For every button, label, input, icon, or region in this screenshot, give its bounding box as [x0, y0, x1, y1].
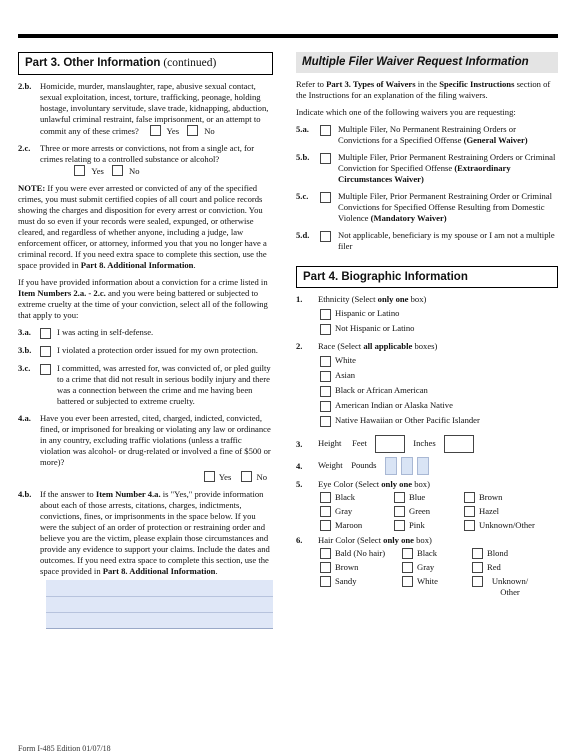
- race-option[interactable]: [320, 385, 558, 397]
- question-4b-ref2: Part 8. Additional Information: [102, 565, 216, 576]
- race-checkbox[interactable]: [320, 356, 331, 367]
- bio-1-b: only one: [377, 294, 409, 305]
- hair-option[interactable]: [472, 576, 564, 598]
- hair-label: Blond: [487, 548, 509, 559]
- question-4b-text-a: If the answer to: [40, 488, 96, 499]
- eye-label: Brown: [479, 492, 503, 503]
- question-4b-textarea[interactable]: [46, 580, 273, 629]
- eye-label: Maroon: [335, 520, 363, 531]
- waiver-5c: [296, 191, 558, 224]
- hair-label: Unknown/ Other: [491, 576, 529, 598]
- eye-color-options: [320, 492, 558, 531]
- question-3c-checkbox[interactable]: [40, 364, 51, 375]
- pounds-label: Pounds: [351, 460, 377, 471]
- no-label: No: [204, 125, 215, 136]
- height-feet-input[interactable]: [375, 435, 405, 453]
- yes-label: Yes: [218, 471, 232, 482]
- eye-label: Unknown/Other: [479, 520, 535, 531]
- hair-checkbox[interactable]: [402, 576, 413, 587]
- question-2c-answers: [40, 165, 146, 177]
- note-period: .: [193, 259, 196, 270]
- question-4a-answers: [40, 471, 273, 483]
- eye-checkbox[interactable]: [320, 520, 331, 531]
- eye-option[interactable]: [320, 506, 394, 517]
- ethnicity-option[interactable]: [320, 308, 558, 320]
- eye-label: Gray: [335, 506, 353, 517]
- ethnicity-checkbox[interactable]: [320, 309, 331, 320]
- question-4b-ref: Item Number 4.a.: [95, 488, 161, 499]
- question-3c: [18, 363, 273, 407]
- waiver-5a: [296, 124, 558, 146]
- waiver-5b-text: Multiple Filer, Prior Permanent Restraining Orders or Criminal Conviction for Specified Offense: [338, 151, 556, 173]
- weight-digit-3-input[interactable]: [417, 457, 429, 475]
- mfw-intro-c: section of the Instructions for an explanation of the filing waivers.: [296, 78, 551, 100]
- waiver-5c-bold: (Mandatory Waiver): [370, 212, 447, 223]
- race-option[interactable]: [320, 400, 558, 412]
- question-4a: [18, 413, 273, 483]
- waiver-5d-text: Not applicable, beneficiary is my spouse or I am not a multiple filer: [338, 229, 555, 251]
- question-3b: [18, 345, 273, 357]
- weight-digit-2-input[interactable]: [401, 457, 413, 475]
- height-inches-input[interactable]: [444, 435, 474, 453]
- eye-option[interactable]: [320, 492, 394, 503]
- bio-3-height: [296, 435, 558, 453]
- note-ref: Part 8. Additional Information: [80, 259, 194, 270]
- waiver-5d-checkbox[interactable]: [320, 231, 331, 242]
- bio-5-b: only one: [381, 479, 413, 490]
- question-4b-period: .: [215, 565, 218, 576]
- hair-checkbox[interactable]: [472, 562, 483, 573]
- weight-label: Weight: [318, 460, 343, 471]
- eye-checkbox[interactable]: [464, 506, 475, 517]
- hair-option[interactable]: [320, 548, 402, 559]
- intro-ref: Item Numbers 2.a. - 2.c.: [18, 287, 106, 298]
- mfw-intro-a: Refer to: [296, 78, 327, 89]
- eye-label: Green: [409, 506, 430, 517]
- waiver-5c-number: 5.c.: [296, 190, 309, 201]
- eye-label: Black: [335, 492, 356, 503]
- bio-5-number: 5.: [296, 479, 303, 490]
- hair-label: White: [417, 576, 438, 587]
- bio-6-hair-color: [296, 535, 558, 546]
- race-checkbox[interactable]: [320, 416, 331, 427]
- waiver-5a-text: Multiple Filer, No Permanent Restraining Orders or Convictions for a Specified Offense: [338, 123, 516, 145]
- right-column: [296, 52, 558, 602]
- hair-label: Black: [417, 548, 438, 559]
- question-4a-number: 4.a.: [18, 412, 31, 423]
- ethnicity-options: [320, 308, 558, 335]
- hair-label: Gray: [417, 562, 435, 573]
- hair-option[interactable]: [402, 548, 472, 559]
- eye-option[interactable]: [394, 506, 464, 517]
- eye-label: Blue: [409, 492, 426, 503]
- waiver-5b: [296, 152, 558, 185]
- question-2b-number: 2.b.: [18, 80, 32, 91]
- question-2c-yes-checkbox[interactable]: [74, 165, 85, 176]
- hair-label: Brown: [335, 562, 359, 573]
- part4-title: Part 4. Biographic Information: [303, 270, 468, 283]
- eye-checkbox[interactable]: [394, 506, 405, 517]
- left-column: [18, 52, 273, 629]
- question-2c-number: 2.c.: [18, 142, 31, 153]
- bio-1-a: Ethnicity (Select: [318, 294, 378, 305]
- part3-continued: (continued): [163, 57, 217, 69]
- eye-option[interactable]: [464, 506, 564, 517]
- hair-option[interactable]: [472, 548, 564, 559]
- ethnicity-option[interactable]: [320, 323, 558, 335]
- hair-color-options: [320, 548, 558, 598]
- waiver-5b-number: 5.b.: [296, 151, 310, 162]
- question-4a-no-checkbox[interactable]: [241, 471, 252, 482]
- eye-checkbox[interactable]: [320, 506, 331, 517]
- question-2c-text: Three or more arrests or convictions, not from a single act, for crimes relating to a controlled substance or alcohol?: [40, 142, 255, 164]
- bio-4-weight: [296, 457, 558, 475]
- bio-6-number: 6.: [296, 535, 303, 546]
- question-2b-yes-checkbox[interactable]: [150, 125, 161, 136]
- race-option[interactable]: [320, 355, 558, 367]
- question-2c-no-checkbox[interactable]: [112, 165, 123, 176]
- eye-option[interactable]: [464, 520, 564, 531]
- bio-2-b: all applicable: [363, 341, 413, 352]
- race-options: [320, 355, 558, 427]
- question-3a: [18, 327, 273, 339]
- eye-option[interactable]: [394, 520, 464, 531]
- waiver-5a-checkbox[interactable]: [320, 125, 331, 136]
- question-4b-number: 4.b.: [18, 488, 32, 499]
- waiver-5d-number: 5.d.: [296, 229, 310, 240]
- question-3a-text: I was acting in self-defense.: [57, 326, 154, 337]
- bio-6-c: box): [413, 535, 432, 546]
- hair-checkbox[interactable]: [472, 548, 483, 559]
- bio-2-number: 2.: [296, 341, 303, 352]
- question-2b-text: Homicide, murder, manslaughter, rape, abusive sexual contact, sexual exploitation, incest, torture, trafficking, peonage, holding hostage, involuntary servitude, slave trade, kidnapping, abduction, unlawful criminal restraint, false imprisonment, or an attempt to commit any of these crimes?: [40, 80, 269, 136]
- mfw-intro-b: in the: [415, 78, 440, 89]
- eye-checkbox[interactable]: [394, 520, 405, 531]
- eye-checkbox[interactable]: [320, 492, 331, 503]
- question-4b-text-b: is "Yes," provide information about each of those arrests, citations, charges, indictments, convictions, fines, or imprisonments in the space below. If you were the subject of an order of protection or restraining order and believe you are the victim, please explain those circumstances and provide any evidence to support your claims. Include the dates and outcomes. If you need extra space to complete this section, use the space provided in: [40, 488, 270, 576]
- bio-5-a: Eye Color (Select: [318, 479, 382, 490]
- race-option[interactable]: [320, 370, 558, 382]
- question-4b: [18, 489, 273, 577]
- eye-option[interactable]: [464, 492, 564, 503]
- form-footer: Form I-485 Edition 01/07/18: [18, 744, 111, 753]
- race-label: Asian: [335, 370, 356, 381]
- mfw-intro: [296, 79, 558, 101]
- ethnicity-label: Hispanic or Latino: [335, 308, 400, 319]
- bio-6-a: Hair Color (Select: [318, 535, 384, 546]
- waiver-5b-bold: (Extraordinary Circumstances Waiver): [338, 162, 511, 184]
- race-label: White: [335, 355, 356, 366]
- no-label: No: [256, 471, 267, 482]
- question-2c: [18, 143, 273, 177]
- eye-option[interactable]: [394, 492, 464, 503]
- question-3a-number: 3.a.: [18, 326, 31, 337]
- hair-label: Red: [487, 562, 501, 573]
- waiver-5a-bold: (General Waiver): [463, 134, 528, 145]
- part3-title: Part 3. Other Information: [25, 57, 161, 69]
- question-4b-text: [40, 489, 273, 577]
- intro-paragraph: [18, 277, 273, 321]
- eye-checkbox[interactable]: [394, 492, 405, 503]
- hair-checkbox[interactable]: [402, 548, 413, 559]
- weight-digit-1-input[interactable]: [385, 457, 397, 475]
- question-2b: [18, 81, 273, 137]
- textarea-line: [46, 596, 273, 597]
- hair-option[interactable]: [402, 562, 472, 573]
- hair-option[interactable]: [472, 562, 564, 573]
- hair-label: Bald (No hair): [335, 548, 386, 559]
- mfw-intro-ref2: Specific Instructions: [439, 78, 515, 89]
- hair-checkbox[interactable]: [472, 576, 483, 587]
- part4-header: [296, 266, 558, 289]
- race-label: Native Hawaiian or Other Pacific Islander: [335, 415, 480, 426]
- intro-text-b: and you were being battered or subjected to extreme cruelty at the time of your conviction, select all of the following that apply to you:: [18, 287, 268, 320]
- mfw-indicate: Indicate which one of the following waivers you are requesting:: [296, 106, 516, 117]
- bio-2-a: Race (Select: [318, 341, 364, 352]
- waiver-5d: [296, 230, 558, 252]
- question-3b-number: 3.b.: [18, 344, 32, 355]
- hair-checkbox[interactable]: [402, 562, 413, 573]
- bio-6-b: only one: [383, 535, 414, 546]
- hair-checkbox[interactable]: [320, 548, 331, 559]
- question-3a-checkbox[interactable]: [40, 328, 51, 339]
- hair-checkbox[interactable]: [320, 576, 331, 587]
- no-label: No: [129, 165, 140, 176]
- note-label: NOTE:: [18, 182, 46, 193]
- hair-checkbox[interactable]: [320, 562, 331, 573]
- hair-label: Sandy: [335, 576, 357, 587]
- bio-1-c: box): [408, 294, 427, 305]
- ethnicity-label: Not Hispanic or Latino: [335, 323, 415, 334]
- question-4a-yes-checkbox[interactable]: [204, 471, 215, 482]
- question-3c-number: 3.c.: [18, 362, 31, 373]
- waiver-5c-checkbox[interactable]: [320, 192, 331, 203]
- note-paragraph: [18, 183, 273, 271]
- waiver-5c-text: Multiple Filer, Prior Permanent Restraining Order or Criminal Convictions for Specified Offense Resulting from Domestic Violence: [338, 190, 552, 223]
- height-label: Height: [318, 438, 342, 449]
- question-2b-answers: [141, 125, 221, 137]
- bio-1-number: 1.: [296, 294, 303, 305]
- question-4a-text: Have you ever been arrested, cited, charged, indicted, convicted, fined, or imprisoned for breaking or violating any law or ordinance in any country, excluding traffic violations (unless a traffic violation was alcohol- or drug-related or involved a fine of $500 or more)?: [40, 412, 271, 467]
- textarea-line: [46, 612, 273, 613]
- note-text: If you were ever arrested or convicted of any of the specified crimes, you must submit certified copies of all court and police records showing the charges and disposition for every arrest or conviction. You must do so even if your records were sealed, expunged, or otherwise cleared, and regardless of whether anyone, including a judge, law enforcement officer, or attorney, informed you that you no longer have a criminal record. If you need extra space to complete this section, use the space provided in: [18, 182, 267, 270]
- hair-option[interactable]: [320, 576, 402, 598]
- yes-label: Yes: [91, 165, 104, 176]
- eye-checkbox[interactable]: [464, 492, 475, 503]
- question-3b-checkbox[interactable]: [40, 346, 51, 357]
- bio-2-race: [296, 341, 558, 352]
- part3-header: [18, 52, 273, 75]
- feet-label: Feet: [352, 438, 367, 449]
- waiver-5b-checkbox[interactable]: [320, 153, 331, 164]
- race-checkbox[interactable]: [320, 371, 331, 382]
- bio-5-eye-color: [296, 479, 558, 490]
- question-3b-text: I violated a protection order issued for my own protection.: [57, 344, 258, 355]
- question-2b-no-checkbox[interactable]: [187, 125, 198, 136]
- race-checkbox[interactable]: [320, 401, 331, 412]
- hair-option[interactable]: [402, 576, 472, 598]
- bio-3-number: 3.: [296, 438, 303, 449]
- yes-label: Yes: [166, 125, 180, 136]
- race-label: Black or African American: [335, 385, 428, 396]
- mfw-intro-ref1: Part 3. Types of Waivers: [326, 78, 416, 89]
- bio-4-number: 4.: [296, 460, 303, 471]
- race-checkbox[interactable]: [320, 386, 331, 397]
- bio-2-c: boxes): [412, 341, 438, 352]
- waiver-5a-number: 5.a.: [296, 123, 309, 134]
- hair-option[interactable]: [320, 562, 402, 573]
- ethnicity-checkbox[interactable]: [320, 324, 331, 335]
- bio-1-ethnicity: [296, 294, 558, 305]
- intro-text-a: If you have provided information about a conviction for a crime listed in: [18, 276, 268, 287]
- eye-label: Pink: [409, 520, 425, 531]
- eye-checkbox[interactable]: [464, 520, 475, 531]
- question-3c-text: I committed, was arrested for, was convicted of, or pled guilty to a crime that did not result in serious bodily injury and there was a connection between the crime and me having been battered or subjected to extreme cruelty.: [57, 362, 271, 406]
- race-option[interactable]: [320, 415, 558, 427]
- race-label: American Indian or Alaska Native: [335, 400, 453, 411]
- header-rule: [18, 34, 558, 38]
- bio-5-c: box): [412, 479, 430, 490]
- multiple-filer-waiver-header: Multiple Filer Waiver Request Information: [296, 52, 558, 73]
- inches-label: Inches: [413, 438, 436, 449]
- eye-label: Hazel: [479, 506, 500, 517]
- eye-option[interactable]: [320, 520, 394, 531]
